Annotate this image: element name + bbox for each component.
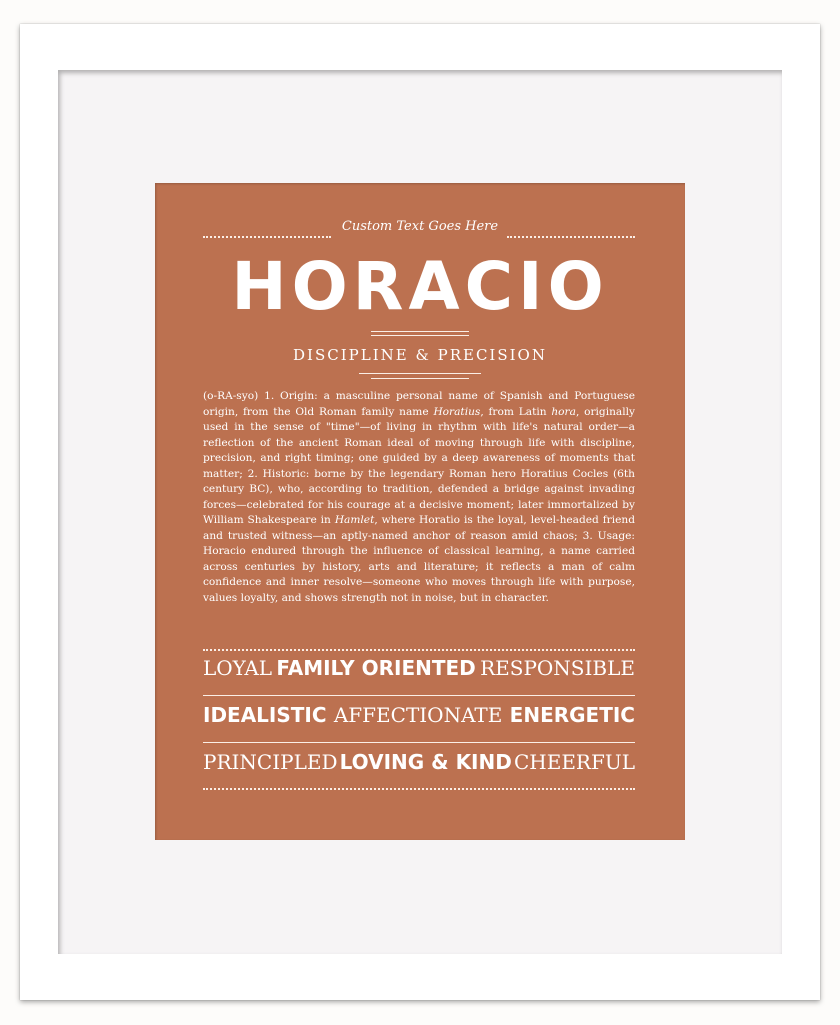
trait-word: LOVING & KIND: [339, 750, 512, 774]
mat-board: [58, 70, 782, 954]
traits-row-2: [203, 703, 635, 739]
lower-rule-1: [359, 373, 481, 374]
lower-rule-2: [371, 378, 469, 379]
traits-divider-2: [203, 742, 635, 743]
picture-frame: [20, 24, 820, 1000]
trait-word: CHEERFUL: [513, 750, 635, 774]
trait-word: ENERGETIC: [509, 703, 635, 727]
trait-word: FAMILY ORIENTED: [276, 656, 476, 680]
name-meaning-print: [155, 183, 685, 840]
right-dotted-rule: [507, 236, 635, 238]
name-meaning: DISCIPLINE & PRECISION: [293, 346, 547, 364]
upper-rule-2: [371, 335, 469, 336]
trait-word: IDEALISTIC: [203, 703, 327, 727]
left-dotted-rule: [203, 236, 331, 238]
traits-divider-1: [203, 695, 635, 696]
upper-rule-1: [371, 331, 469, 332]
custom-text: Custom Text Goes Here: [341, 219, 499, 234]
trait-word: AFFECTIONATE: [333, 703, 503, 727]
name-title: HORACIO: [231, 248, 609, 325]
traits-row-1: [203, 656, 635, 692]
traits-top-dotted-rule: [203, 649, 635, 651]
trait-word: LOYAL: [203, 656, 273, 680]
trait-word: RESPONSIBLE: [480, 656, 635, 680]
traits-row-3: [203, 750, 635, 786]
name-definition: (o-RA-syo) 1. Origin: a masculine personal name of Spanish and Portuguese origin, from the Old Roman family name Horatius, from Latin hora, originally used in the sense of "time"—of living in rhythm with life's natural order—a reflection of the ancient Roman ideal of moving through life with discipline, precision, and right timing; one guided by a deep awareness of moments that matter; 2. Historic: borne by the legendary Roman hero Horatius Cocles (6th century BC), who, according to tradition, defended a bridge against invading forces—celebrated for his courage at a decisive moment; later immortalized by William Shakespeare in Hamlet, where Horatio is the loyal, level-headed friend and trusted witness—an aptly-named anchor of reason amid chaos; 3. Usage: Horacio endured through the influence of classical learning, a name carried across centuries by history, arts and literature; it reflects a man of calm confidence and inner resolve—someone who moves through life with purpose, values loyalty, and shows strength not in noise, but in character.: [203, 390, 636, 604]
trait-word: PRINCIPLED: [203, 750, 338, 774]
traits-bottom-dotted-rule: [203, 788, 635, 790]
